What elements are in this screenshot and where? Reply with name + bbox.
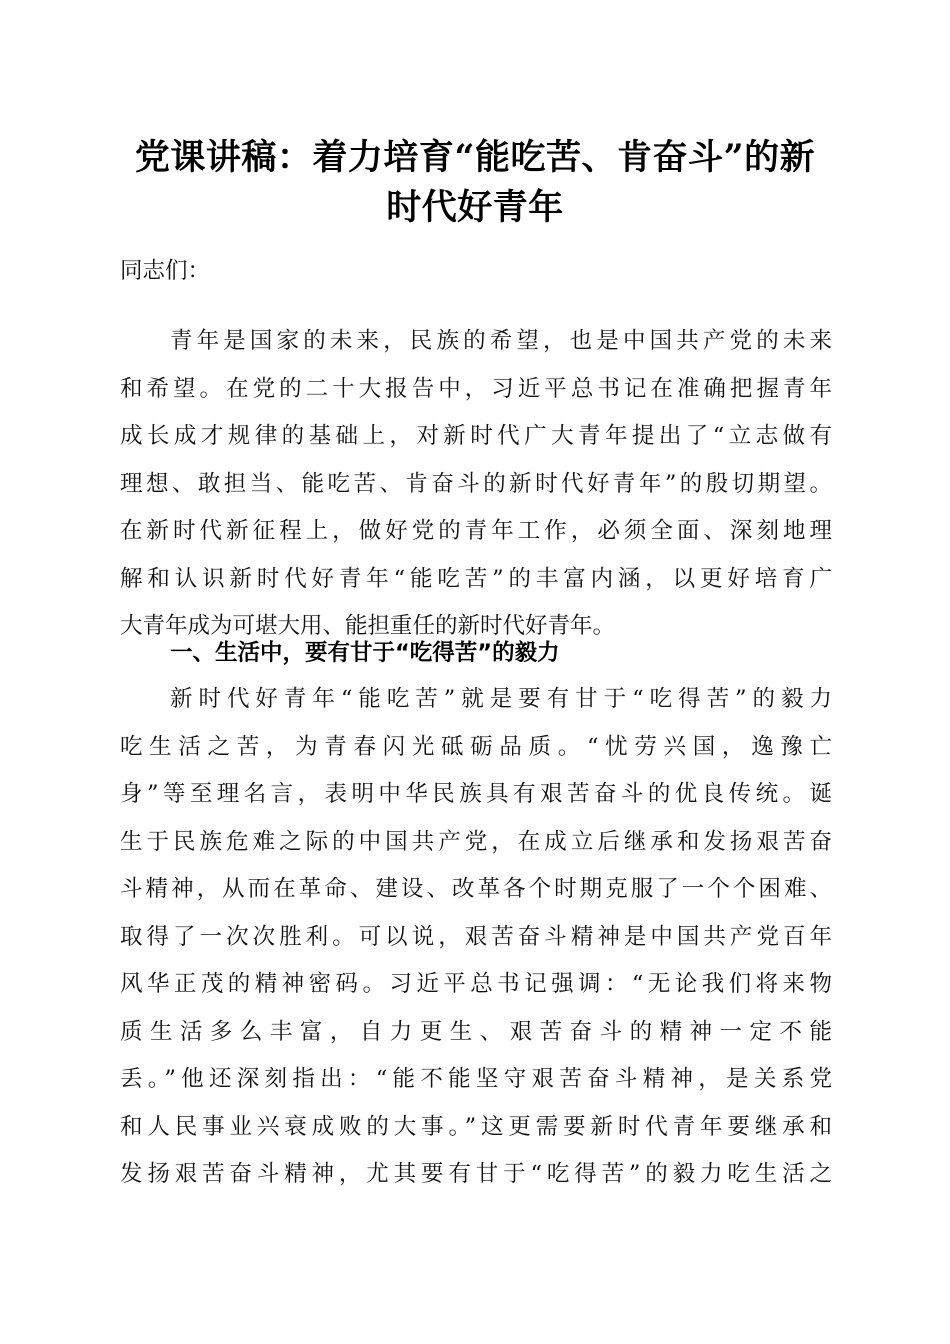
paragraph-line: 解和认识新时代好青年“能吃苦”的丰富内涵，以更好培育广 — [120, 565, 832, 592]
paragraph-line: 质生活多么丰富，自力更生、艰苦奋斗的精神一定不能 — [120, 1018, 832, 1045]
paragraph-line: 和人民事业兴衰成败的大事。”这更需要新时代青年要继承和 — [120, 1113, 832, 1140]
paragraph-line: 大青年成为可堪大用、能担重任的新时代好青年。 — [120, 613, 616, 639]
document-title-line-1: 党课讲稿：着力培育“能吃苦、肯奋斗”的新 — [134, 137, 816, 178]
paragraph-1 — [120, 318, 832, 651]
paragraph-line: 丢。”他还深刻指出：“能不能坚守艰苦奋斗精神，是关系党 — [120, 1066, 832, 1092]
paragraph-line: 取得了一次次胜利。可以说，艰苦奋斗精神是中国共产党百年 — [120, 923, 832, 950]
paragraph-line: 身”等至理名言，表明中华民族具有艰苦奋斗的优良传统。诞 — [120, 781, 832, 807]
section-1-heading: 一、生活中，要有甘于“吃得苦”的毅力 — [170, 640, 560, 666]
paragraph-line: 在新时代新征程上，做好党的青年工作，必须全面、深刻地理 — [120, 518, 832, 544]
paragraph-line: 成长成才规律的基础上，对新时代广大青年提出了“立志做有 — [120, 423, 832, 449]
paragraph-line: 理想、敢担当、能吃苦、肯奋斗的新时代好青年”的殷切期望。 — [120, 470, 832, 497]
salutation-text: 同志们： — [120, 258, 211, 284]
paragraph-line: 青年是国家的未来，民族的希望，也是中国共产党的未来 — [170, 328, 832, 354]
paragraph-line: 发扬艰苦奋斗精神，尤其要有甘于“吃得苦”的毅力吃生活之 — [120, 1161, 832, 1187]
paragraph-line: 和希望。在党的二十大报告中，习近平总书记在准确把握青年 — [120, 375, 832, 402]
paragraph-line: 生于民族危难之际的中国共产党，在成立后继承和发扬艰苦奋 — [120, 828, 832, 855]
paragraph-line: 斗精神，从而在革命、建设、改革各个时期克服了一个个困难、 — [120, 876, 832, 902]
paragraph-line: 吃生活之苦，为青春闪光砥砺品质。“忧劳兴国，逸豫亡 — [120, 733, 832, 760]
salutation — [120, 248, 832, 296]
document-title-line-2: 时代好青年 — [386, 187, 564, 228]
paragraph-line: 新时代好青年“能吃苦”就是要有甘于“吃得苦”的毅力 — [170, 686, 832, 712]
paragraph-line: 风华正茂的精神密码。习近平总书记强调：“无论我们将来物 — [120, 971, 832, 997]
paragraph-2 — [120, 676, 832, 1199]
